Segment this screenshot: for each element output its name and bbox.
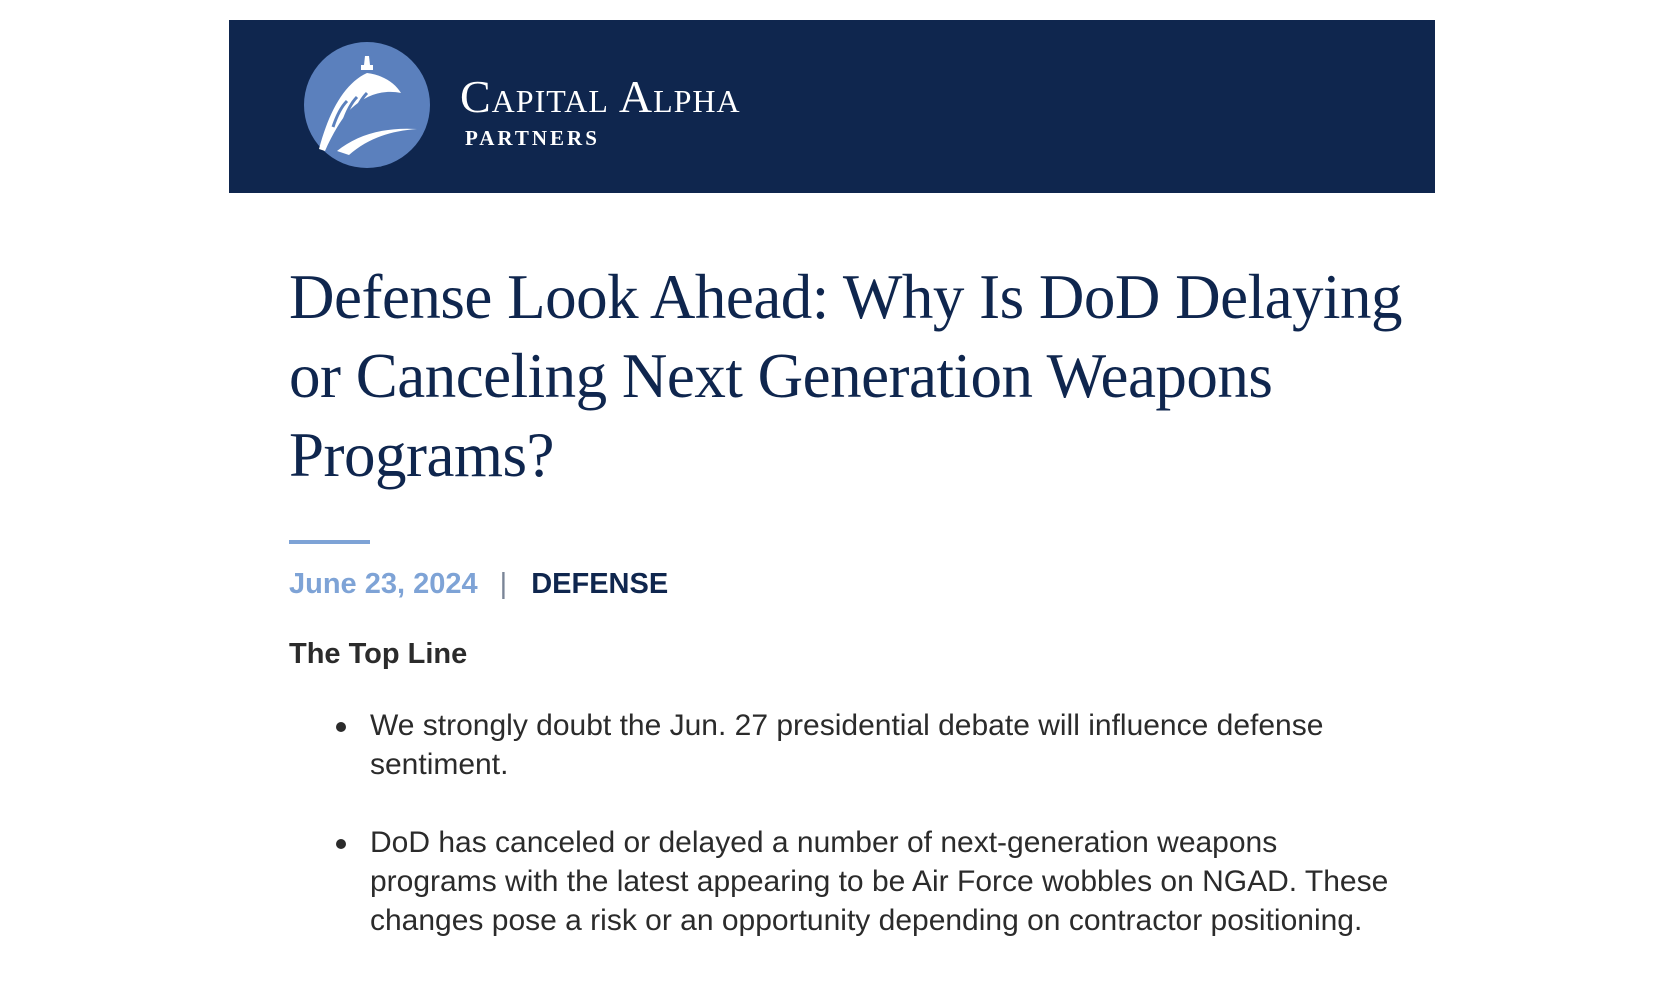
- brand-name: Capital Alpha: [460, 71, 741, 122]
- section-heading: The Top Line: [289, 638, 468, 670]
- bullet-dot-icon: [336, 722, 346, 732]
- list-item-text: DoD has canceled or delayed a number of next-generation weapons programs with the latest appearing to be Air Force wobbles on NGAD. These changes pose a risk or an opportunity depending on contractor positioning.: [370, 826, 1389, 937]
- brand-header: [229, 20, 1435, 193]
- meta-separator: |: [499, 567, 508, 600]
- list-item: [289, 706, 1409, 784]
- list-item: [289, 823, 1409, 940]
- article-title: Defense Look Ahead: Why Is DoD Delaying or Canceling Next Generation Weapons Programs?: [289, 262, 1403, 490]
- article-meta: [289, 564, 668, 604]
- list-item-text: We strongly doubt the Jun. 27 presidential debate will influence defense sentiment.: [370, 709, 1324, 781]
- title-divider: [289, 540, 370, 544]
- capitol-dome-icon: [303, 41, 431, 169]
- bullet-dot-icon: [336, 839, 346, 849]
- category-label: DEFENSE: [531, 567, 669, 600]
- top-line-list: [289, 706, 1409, 979]
- brand-subtitle: PARTNERS: [465, 126, 600, 150]
- publish-date: June 23, 2024: [289, 567, 478, 600]
